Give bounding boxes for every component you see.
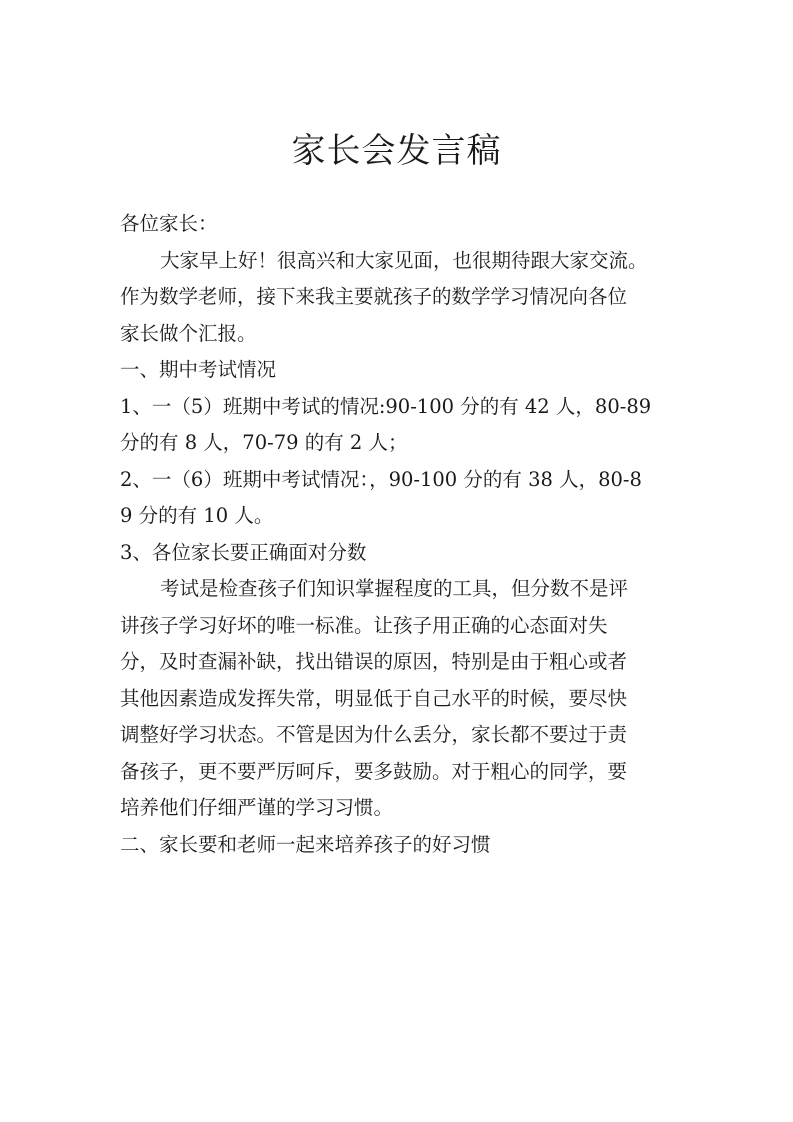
paragraph-line: 其他因素造成发挥失常，明显低于自己水平的时候，要尽快 — [120, 686, 628, 710]
list-item: 2、一（6）班期中考试情况：，90-100 分的有 38 人，80-8 — [120, 467, 642, 491]
paragraph-line: 讲孩子学习好坏的唯一标准。让孩子用正确的心态面对失 — [120, 613, 608, 637]
paragraph-line: 培养他们仔细严谨的学习习惯。 — [120, 796, 394, 819]
paragraph-line: 家长做个汇报。 — [120, 321, 257, 345]
list-item-continued: 分的有 8 人，70-79 的有 2 人； — [120, 431, 408, 454]
paragraph-line: 分，及时查漏补缺，找出错误的原因，特别是由于粗心或者 — [120, 650, 628, 673]
list-item: 1、一（5）班期中考试的情况:90-100 分的有 42 人，80-89 — [120, 394, 652, 418]
paragraph-line: 调整好学习状态。不管是因为什么丢分，家长都不要过于责 — [120, 723, 628, 746]
paragraph-line: 大家早上好！很高兴和大家见面，也很期待跟大家交流。 — [160, 248, 648, 272]
document-title: 家长会发言稿 — [291, 131, 502, 171]
paragraph-line: 考试是检查孩子们知识掌握程度的工具，但分数不是评 — [160, 577, 629, 600]
salutation: 各位家长： — [120, 212, 218, 235]
paragraph-line: 作为数学老师，接下来我主要就孩子的数学学习情况向各位 — [120, 285, 628, 308]
list-item: 3、各位家长要正确面对分数 — [120, 540, 367, 564]
section-heading: 一、期中考试情况 — [120, 358, 277, 381]
paragraph-line: 备孩子，更不要严厉呵斥，要多鼓励。对于粗心的同学，要 — [120, 759, 628, 783]
list-item-continued: 9 分的有 10 人。 — [120, 504, 274, 527]
document-body — [120, 206, 676, 863]
section-heading: 二、家长要和老师一起来培养孩子的好习惯 — [120, 832, 491, 856]
